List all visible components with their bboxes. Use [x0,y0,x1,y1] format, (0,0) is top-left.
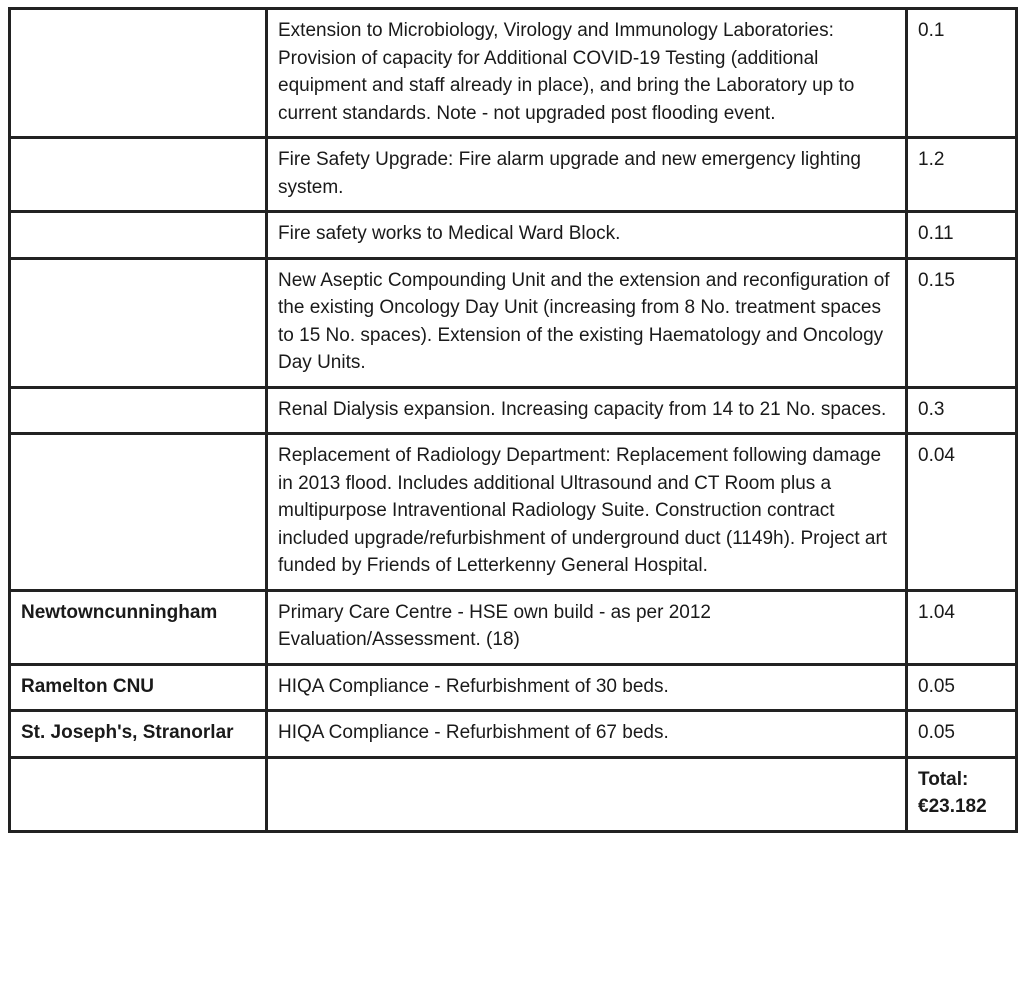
value-cell: 0.05 [907,711,1017,758]
total-value: €23.182 [918,796,987,817]
table-row [10,387,1017,434]
value-cell: 1.2 [907,138,1017,212]
table-row [10,138,1017,212]
description-cell: Extension to Microbiology, Virology and Immunology Laboratories: Provision of capacity for Additional COVID-19 Testing (additional equipment and staff already in place), and bring the Laboratory up to current standards. Note - not upgraded post flooding event. [267,9,907,138]
table-row [10,212,1017,259]
location-cell [10,138,267,212]
description-cell: Fire safety works to Medical Ward Block. [267,212,907,259]
value-cell: 1.04 [907,590,1017,664]
table-row [10,711,1017,758]
description-cell: Fire Safety Upgrade: Fire alarm upgrade and new emergency lighting system. [267,138,907,212]
empty-cell [267,757,907,831]
table-row [10,9,1017,138]
location-cell: St. Joseph's, Stranorlar [10,711,267,758]
empty-cell [10,757,267,831]
total-row [10,757,1017,831]
description-cell: HIQA Compliance - Refurbishment of 30 beds. [267,664,907,711]
table-row [10,434,1017,591]
value-cell: 0.15 [907,258,1017,387]
description-cell: Renal Dialysis expansion. Increasing capacity from 14 to 21 No. spaces. [267,387,907,434]
description-cell: New Aseptic Compounding Unit and the extension and reconfiguration of the existing Oncology Day Unit (increasing from 8 No. treatment spaces to 15 No. spaces). Extension of the existing Haematology and Oncology Day Units. [267,258,907,387]
table-row [10,258,1017,387]
value-cell: 0.3 [907,387,1017,434]
table-row [10,590,1017,664]
location-cell [10,258,267,387]
location-cell: Newtowncunningham [10,590,267,664]
location-cell [10,212,267,259]
value-cell: 0.05 [907,664,1017,711]
capital-projects-table [8,7,1018,833]
value-cell: 0.1 [907,9,1017,138]
location-cell [10,434,267,591]
location-cell: Ramelton CNU [10,664,267,711]
location-cell [10,9,267,138]
total-label: Total: [918,768,969,790]
description-cell: Replacement of Radiology Department: Replacement following damage in 2013 flood. Includes additional Ultrasound and CT Room plus a multipurpose Intraventional Radiology Suite. Construction contract included upgrade/refurbishment of underground duct (1149h). Project art funded by Friends of Letterkenny General Hospital. [267,434,907,591]
location-cell [10,387,267,434]
value-cell: 0.04 [907,434,1017,591]
table-row [10,664,1017,711]
description-cell: Primary Care Centre - HSE own build - as per 2012 Evaluation/Assessment. (18) [267,590,907,664]
total-cell [907,757,1017,831]
description-cell: HIQA Compliance - Refurbishment of 67 beds. [267,711,907,758]
value-cell: 0.11 [907,212,1017,259]
